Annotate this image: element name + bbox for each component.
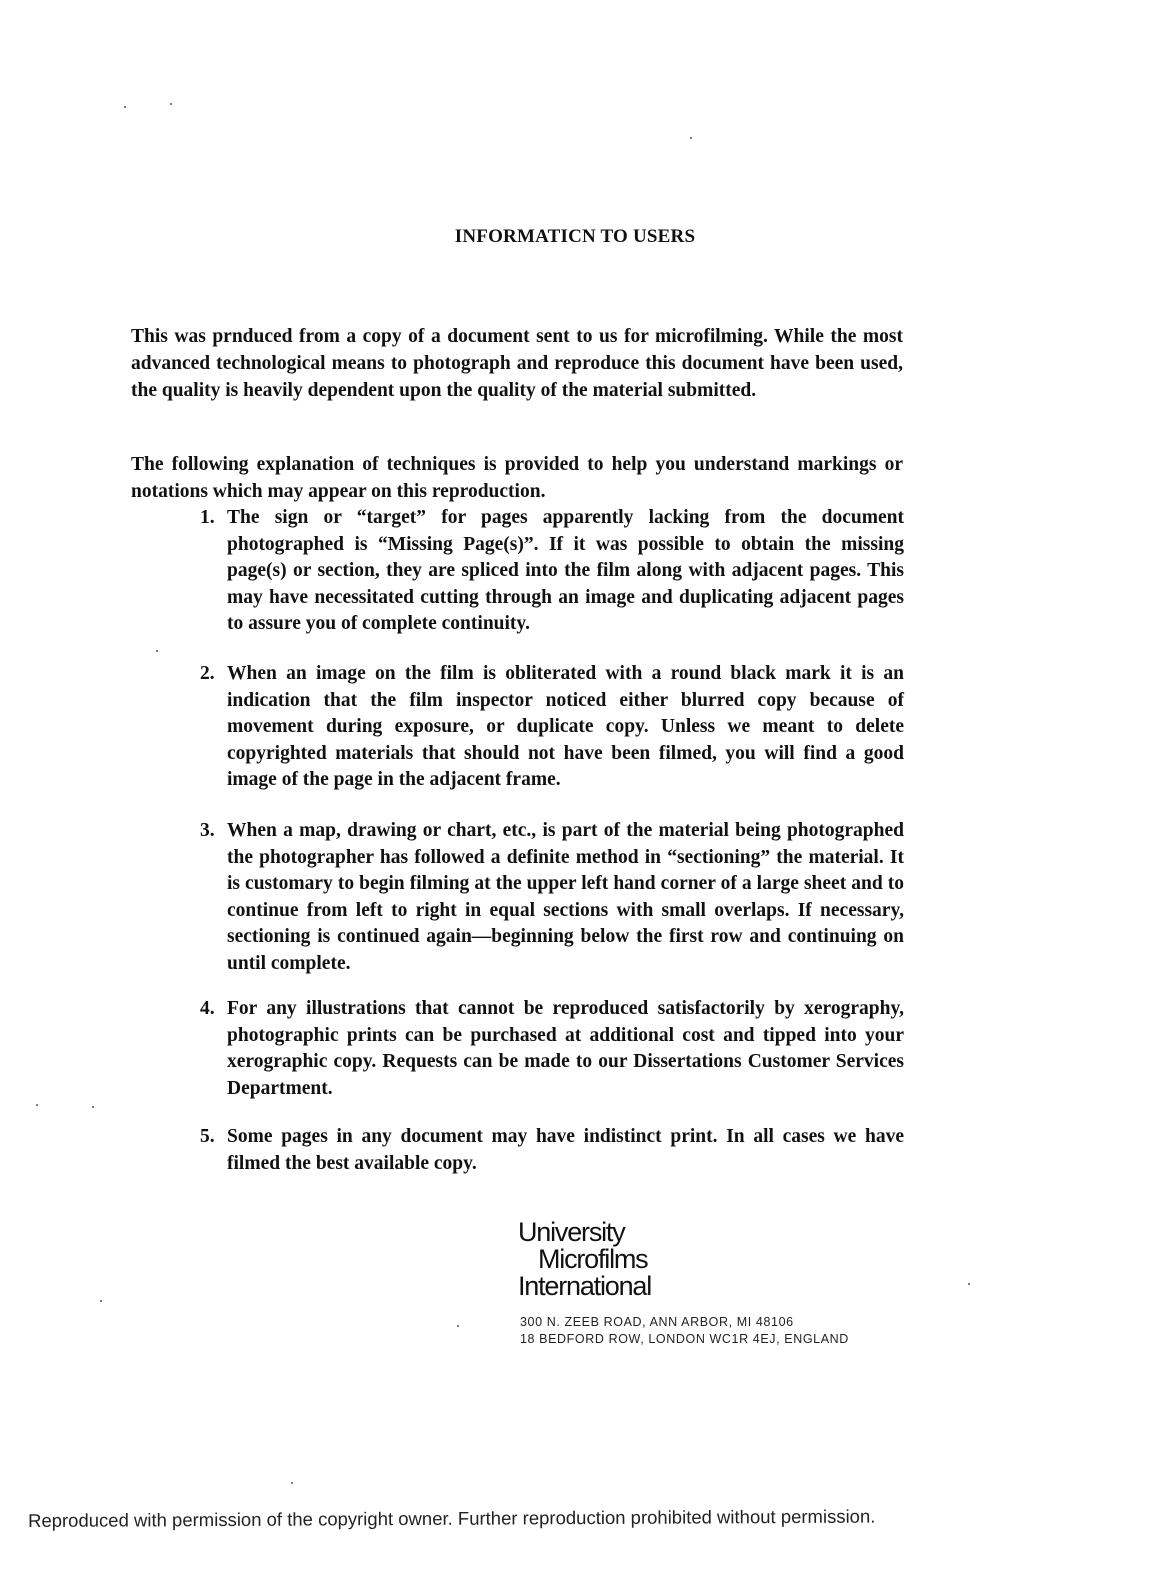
scan-speck xyxy=(92,1106,94,1108)
explanation-paragraph: The following explanation of techniques is provided to help you understand markings or notations which may appear on this reproduction. xyxy=(131,453,903,502)
list-item-number: 5. xyxy=(200,1126,215,1147)
scan-speck xyxy=(291,1482,293,1484)
list-item xyxy=(200,818,904,977)
scan-speck xyxy=(36,1104,38,1106)
scan-speck xyxy=(457,1325,459,1327)
list-item xyxy=(200,996,904,1102)
list-item-number: 2. xyxy=(200,663,215,684)
list-item-number: 4. xyxy=(200,998,215,1019)
copyright-footer: Reproduced with permission of the copyright owner. Further reproduction prohibited without permission. xyxy=(28,1505,876,1531)
logo-line-university: University xyxy=(518,1217,625,1247)
logo-line-international: International xyxy=(518,1271,652,1301)
publisher-logo xyxy=(518,1219,651,1300)
list-item-number: 1. xyxy=(200,507,215,528)
list-item-number: 3. xyxy=(200,820,215,841)
logo-line-microfilms: Microfilms xyxy=(538,1244,648,1274)
list-item-text: Some pages in any document may have indistinct print. In all cases we have filmed the best available copy. xyxy=(227,1126,904,1174)
intro-paragraph: This was prnduced from a copy of a document sent to us for microfilming. While the most advanced technological means to photograph and reproduce this document have been used, the quality is heavily dependent upon the quality of the material submitted. xyxy=(131,325,903,401)
scan-speck xyxy=(124,106,126,108)
list-item xyxy=(200,505,904,638)
list-item-text: For any illustrations that cannot be reproduced satisfactorily by xerography, photographic prints can be purchased at additional cost and tipped into your xerographic copy. Requests can be made to our Dissertations Customer Services Department. xyxy=(227,998,904,1099)
scan-speck xyxy=(690,137,692,139)
list-item xyxy=(200,1124,904,1177)
scan-speck xyxy=(968,1283,970,1285)
list-item-text: When an image on the film is obliterated with a round black mark it is an indication that the film inspector noticed either blurred copy because of movement during exposure, or duplicate copy. Unless we meant to delete copyrighted materials that should not have been filmed, you will find a good image of the page in the adjacent frame. xyxy=(227,663,904,790)
list-item xyxy=(200,661,904,794)
list-item-text: When a map, drawing or chart, etc., is part of the material being photographed the photographer has followed a definite method in “sectioning” the material. It is customary to begin filming at the upper left hand corner of a large sheet and to continue from left to right in equal sections with small overlaps. If necessary, sectioning is continued again—beginning below the first row and continuing on until complete. xyxy=(227,820,904,974)
scan-speck xyxy=(170,103,172,105)
publisher-address-uk: 18 BEDFORD ROW, LONDON WC1R 4EJ, ENGLAND xyxy=(520,1332,849,1346)
page-title: INFORMATICN TO USERS xyxy=(454,226,696,247)
scan-speck xyxy=(100,1300,102,1302)
list-item-text: The sign or “target” for pages apparently lacking from the document photographed is “Missing Page(s)”. If it was possible to obtain the missing page(s) or section, they are spliced into the film along with adjacent pages. This may have necessitated cutting through an image and duplicating adjacent pages to assure you of complete continuity. xyxy=(227,507,904,634)
publisher-address-us: 300 N. ZEEB ROAD, ANN ARBOR, MI 48106 xyxy=(520,1315,794,1329)
scan-speck xyxy=(156,650,158,652)
